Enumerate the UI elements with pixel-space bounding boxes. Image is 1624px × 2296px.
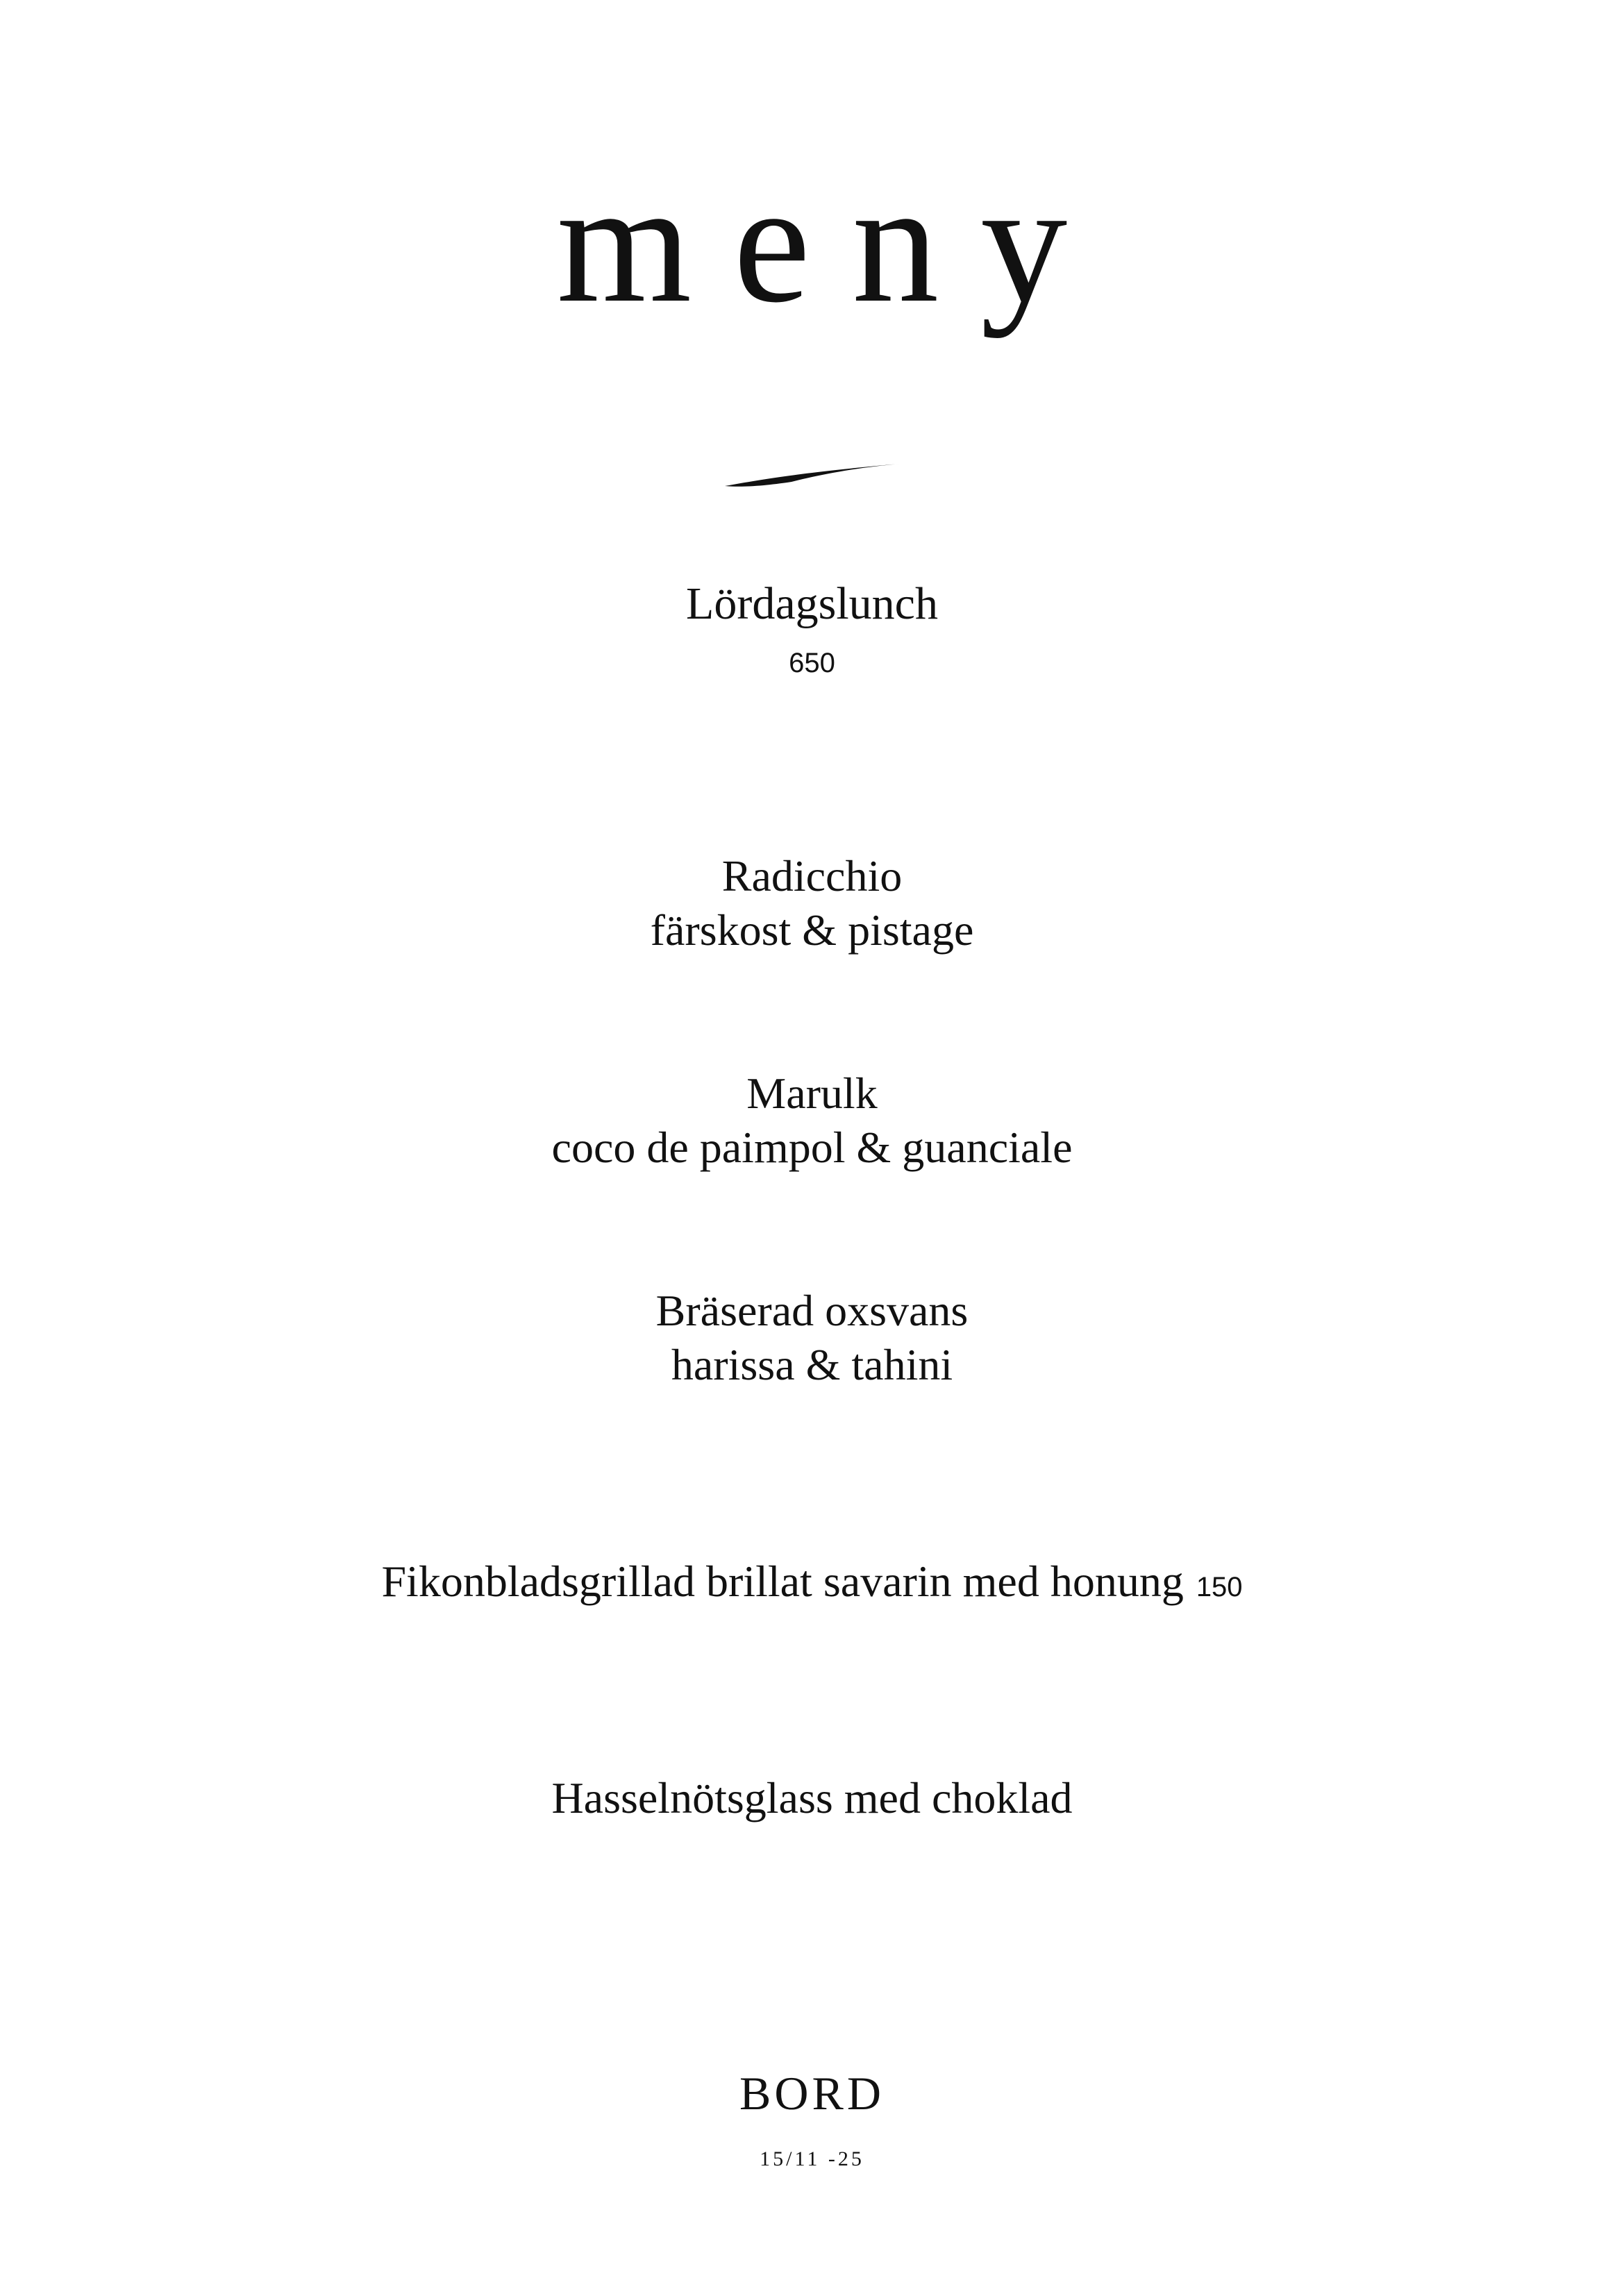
menu-title: meny bbox=[556, 146, 1110, 339]
extra-dish-line bbox=[0, 1554, 1624, 1615]
dish-name: Marulk bbox=[746, 1069, 878, 1118]
dish-name: Bräserad oxsvans bbox=[655, 1286, 969, 1335]
dish-description: harissa & tahini bbox=[671, 1340, 953, 1389]
extra-dish-price: 150 bbox=[1196, 1572, 1243, 1602]
menu-date: 15/11 -25 bbox=[760, 2147, 864, 2170]
section-title: Lördagslunch bbox=[686, 578, 938, 629]
dish-name: Radicchio bbox=[721, 851, 903, 900]
dish-description: coco de paimpol & guanciale bbox=[551, 1123, 1073, 1172]
section-price: 650 bbox=[789, 648, 835, 678]
extra-dish-name: Fikonbladsgrillad brillat savarin med honung bbox=[381, 1557, 1184, 1606]
dish-description: färskost & pistage bbox=[650, 905, 974, 955]
dessert-dish: Hasselnötsglass med choklad bbox=[551, 1773, 1073, 1822]
brush-stroke-divider bbox=[722, 458, 903, 493]
restaurant-name: BORD bbox=[739, 2067, 885, 2120]
